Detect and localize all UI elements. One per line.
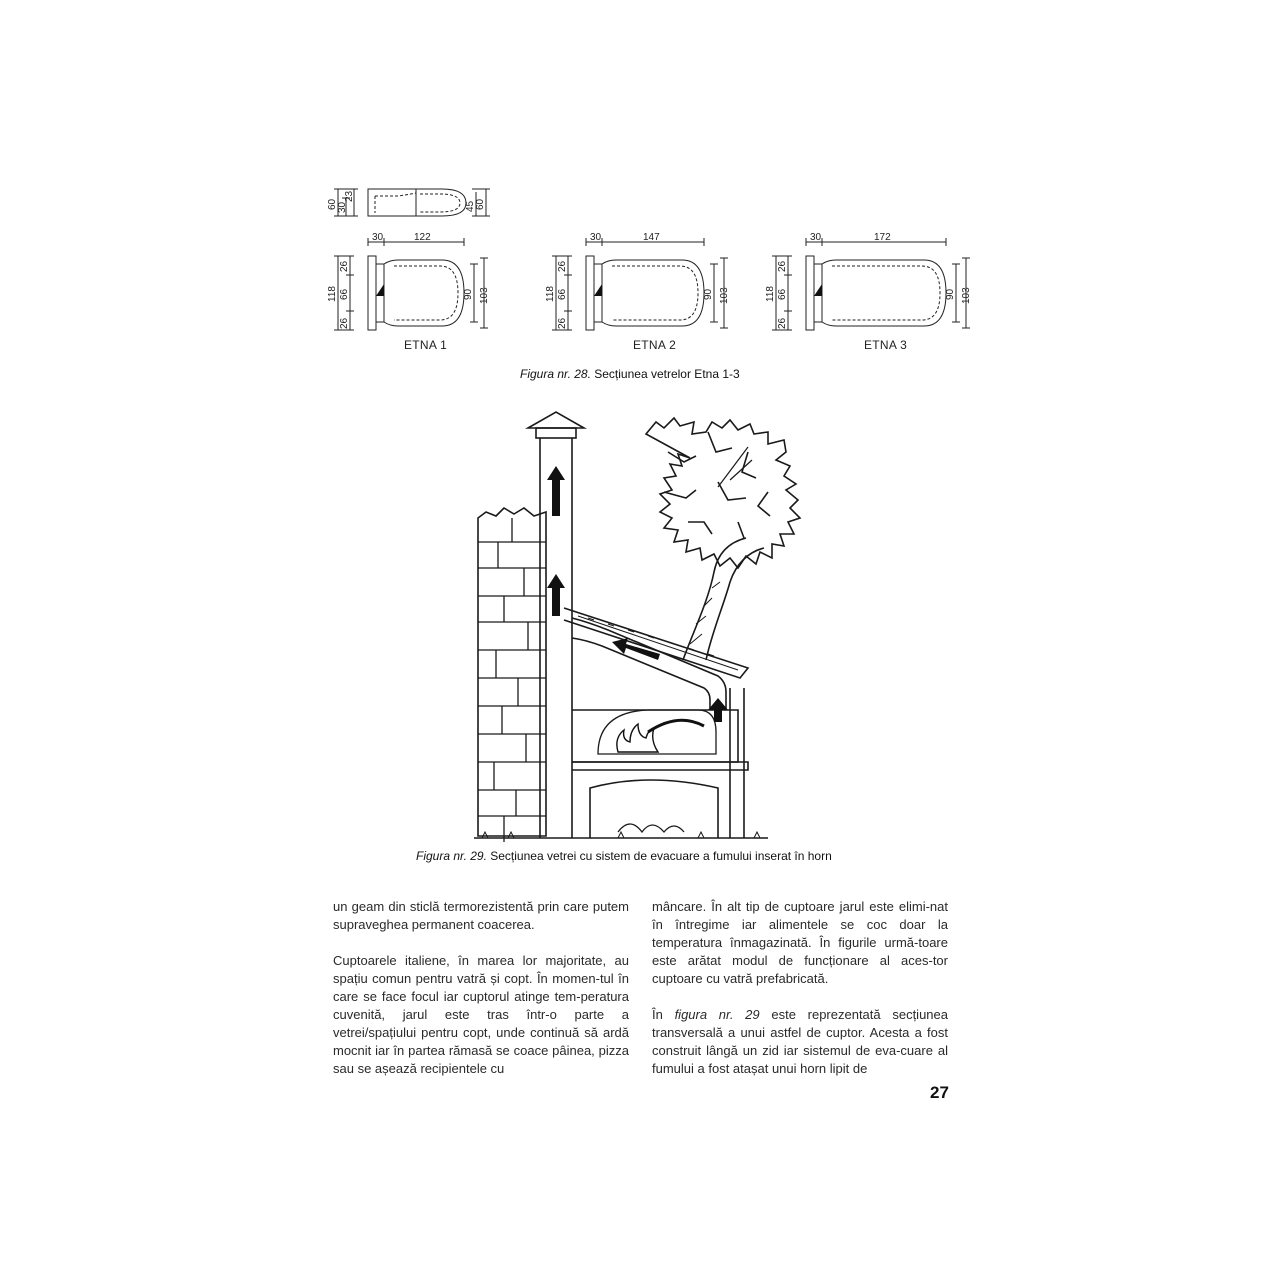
dim-30: 30 bbox=[337, 201, 348, 213]
dim-26-top: 26 bbox=[777, 260, 788, 272]
dim-30: 30 bbox=[810, 232, 822, 243]
figure-28-caption-prefix: Figura nr. 28. bbox=[520, 367, 591, 381]
tree-trunk bbox=[683, 538, 764, 660]
text-column-left bbox=[333, 898, 629, 1078]
figure-28-drawing bbox=[320, 180, 972, 360]
dim-66: 66 bbox=[557, 288, 568, 300]
oven-label: ETNA 2 bbox=[633, 338, 677, 352]
page-number: 27 bbox=[930, 1083, 949, 1102]
dim-26-top: 26 bbox=[339, 260, 350, 272]
paragraph-right-2 bbox=[652, 1006, 948, 1078]
dim-26-bottom: 26 bbox=[557, 317, 568, 329]
dim-60-right: 60 bbox=[475, 198, 486, 210]
figure-29-caption-text: Secțiunea vetrei cu sistem de evacuare a fumului inserat în horn bbox=[486, 849, 832, 863]
dim-90: 90 bbox=[703, 288, 714, 300]
dim-118: 118 bbox=[545, 286, 556, 302]
oven-base bbox=[572, 762, 748, 770]
dim-30: 30 bbox=[372, 232, 384, 243]
figure-29-caption bbox=[416, 849, 832, 864]
figure-29-caption-prefix: Figura nr. 29. bbox=[416, 849, 487, 863]
paragraph-left-1: un geam din sticlă termorezistentă prin care putem supraveghea permanent coacerea. bbox=[333, 899, 629, 932]
oven-label: ETNA 3 bbox=[864, 338, 908, 352]
smoke-arrow-up-lower bbox=[547, 574, 565, 616]
dim-118: 118 bbox=[765, 286, 776, 302]
dim-90: 90 bbox=[945, 288, 956, 300]
dim-103: 103 bbox=[479, 287, 490, 304]
paragraph-right-2-start: În bbox=[652, 1007, 675, 1022]
dim-23: 23 bbox=[344, 190, 355, 202]
oven-plan-3 bbox=[765, 232, 972, 352]
dim-66: 66 bbox=[339, 288, 350, 300]
oven-label: ETNA 1 bbox=[404, 338, 448, 352]
dim-118: 118 bbox=[327, 286, 338, 302]
paragraph-left-2: Cuptoarele italiene, în marea lor majoritate, au spațiu comun pentru vatră și copt. În momen-tul în care se face focul iar cuptorul atinge tem-peratura cuvenită, jarul este tras într-o parte a vetrei/spațiului pentru copt, unde continuă să ardă mocnit iar în partea rămasă se coace pâinea, pizza sau se așează recipientele cu bbox=[333, 953, 629, 1076]
smoke-arrow-oven bbox=[708, 698, 728, 722]
flue-pipe bbox=[572, 618, 726, 710]
dim-26-top: 26 bbox=[557, 260, 568, 272]
dim-width: 147 bbox=[643, 232, 660, 243]
figure-29-drawing bbox=[468, 392, 948, 844]
oven-plan-2 bbox=[545, 232, 730, 352]
dim-30: 30 bbox=[590, 232, 602, 243]
paragraph-right-2-rest: este reprezentată secțiunea transversală a unui astfel de cuptor. Acesta a fost construit lângă un zid iar sistemul de eva-cuare al fumului a fost atașat unui horn lipit de bbox=[652, 1007, 948, 1076]
dim-103: 103 bbox=[961, 287, 972, 304]
dim-90: 90 bbox=[463, 288, 474, 300]
stone-wall bbox=[478, 508, 546, 836]
oven-dome bbox=[598, 710, 716, 754]
chimney-cap bbox=[528, 412, 584, 428]
oven-plan-1 bbox=[327, 232, 490, 352]
dim-width: 122 bbox=[414, 232, 431, 243]
dim-66: 66 bbox=[777, 288, 788, 300]
oven-plan-views bbox=[327, 232, 972, 352]
dim-26-bottom: 26 bbox=[777, 317, 788, 329]
dim-60: 60 bbox=[327, 198, 338, 210]
smoke-arrow-up bbox=[547, 466, 565, 516]
figure-29-reference: figura nr. 29 bbox=[674, 1007, 760, 1022]
figure-28-caption bbox=[520, 367, 740, 382]
text-column-right bbox=[652, 898, 948, 1078]
figure-28-caption-text: Secțiunea vetrelor Etna 1-3 bbox=[590, 367, 740, 381]
paragraph-right-1: mâncare. În alt tip de cuptoare jarul este elimi-nat în întregime iar alimentele se coc doar la temperatura înmagazinată. În figurile urmă-toare este arătat modul de funcționare al aces-tor cuptoare cu vatră prefabricată. bbox=[652, 899, 948, 986]
dim-26-bottom: 26 bbox=[339, 317, 350, 329]
dim-width: 172 bbox=[874, 232, 891, 243]
dim-103: 103 bbox=[719, 287, 730, 304]
dim-45: 45 bbox=[465, 200, 476, 212]
